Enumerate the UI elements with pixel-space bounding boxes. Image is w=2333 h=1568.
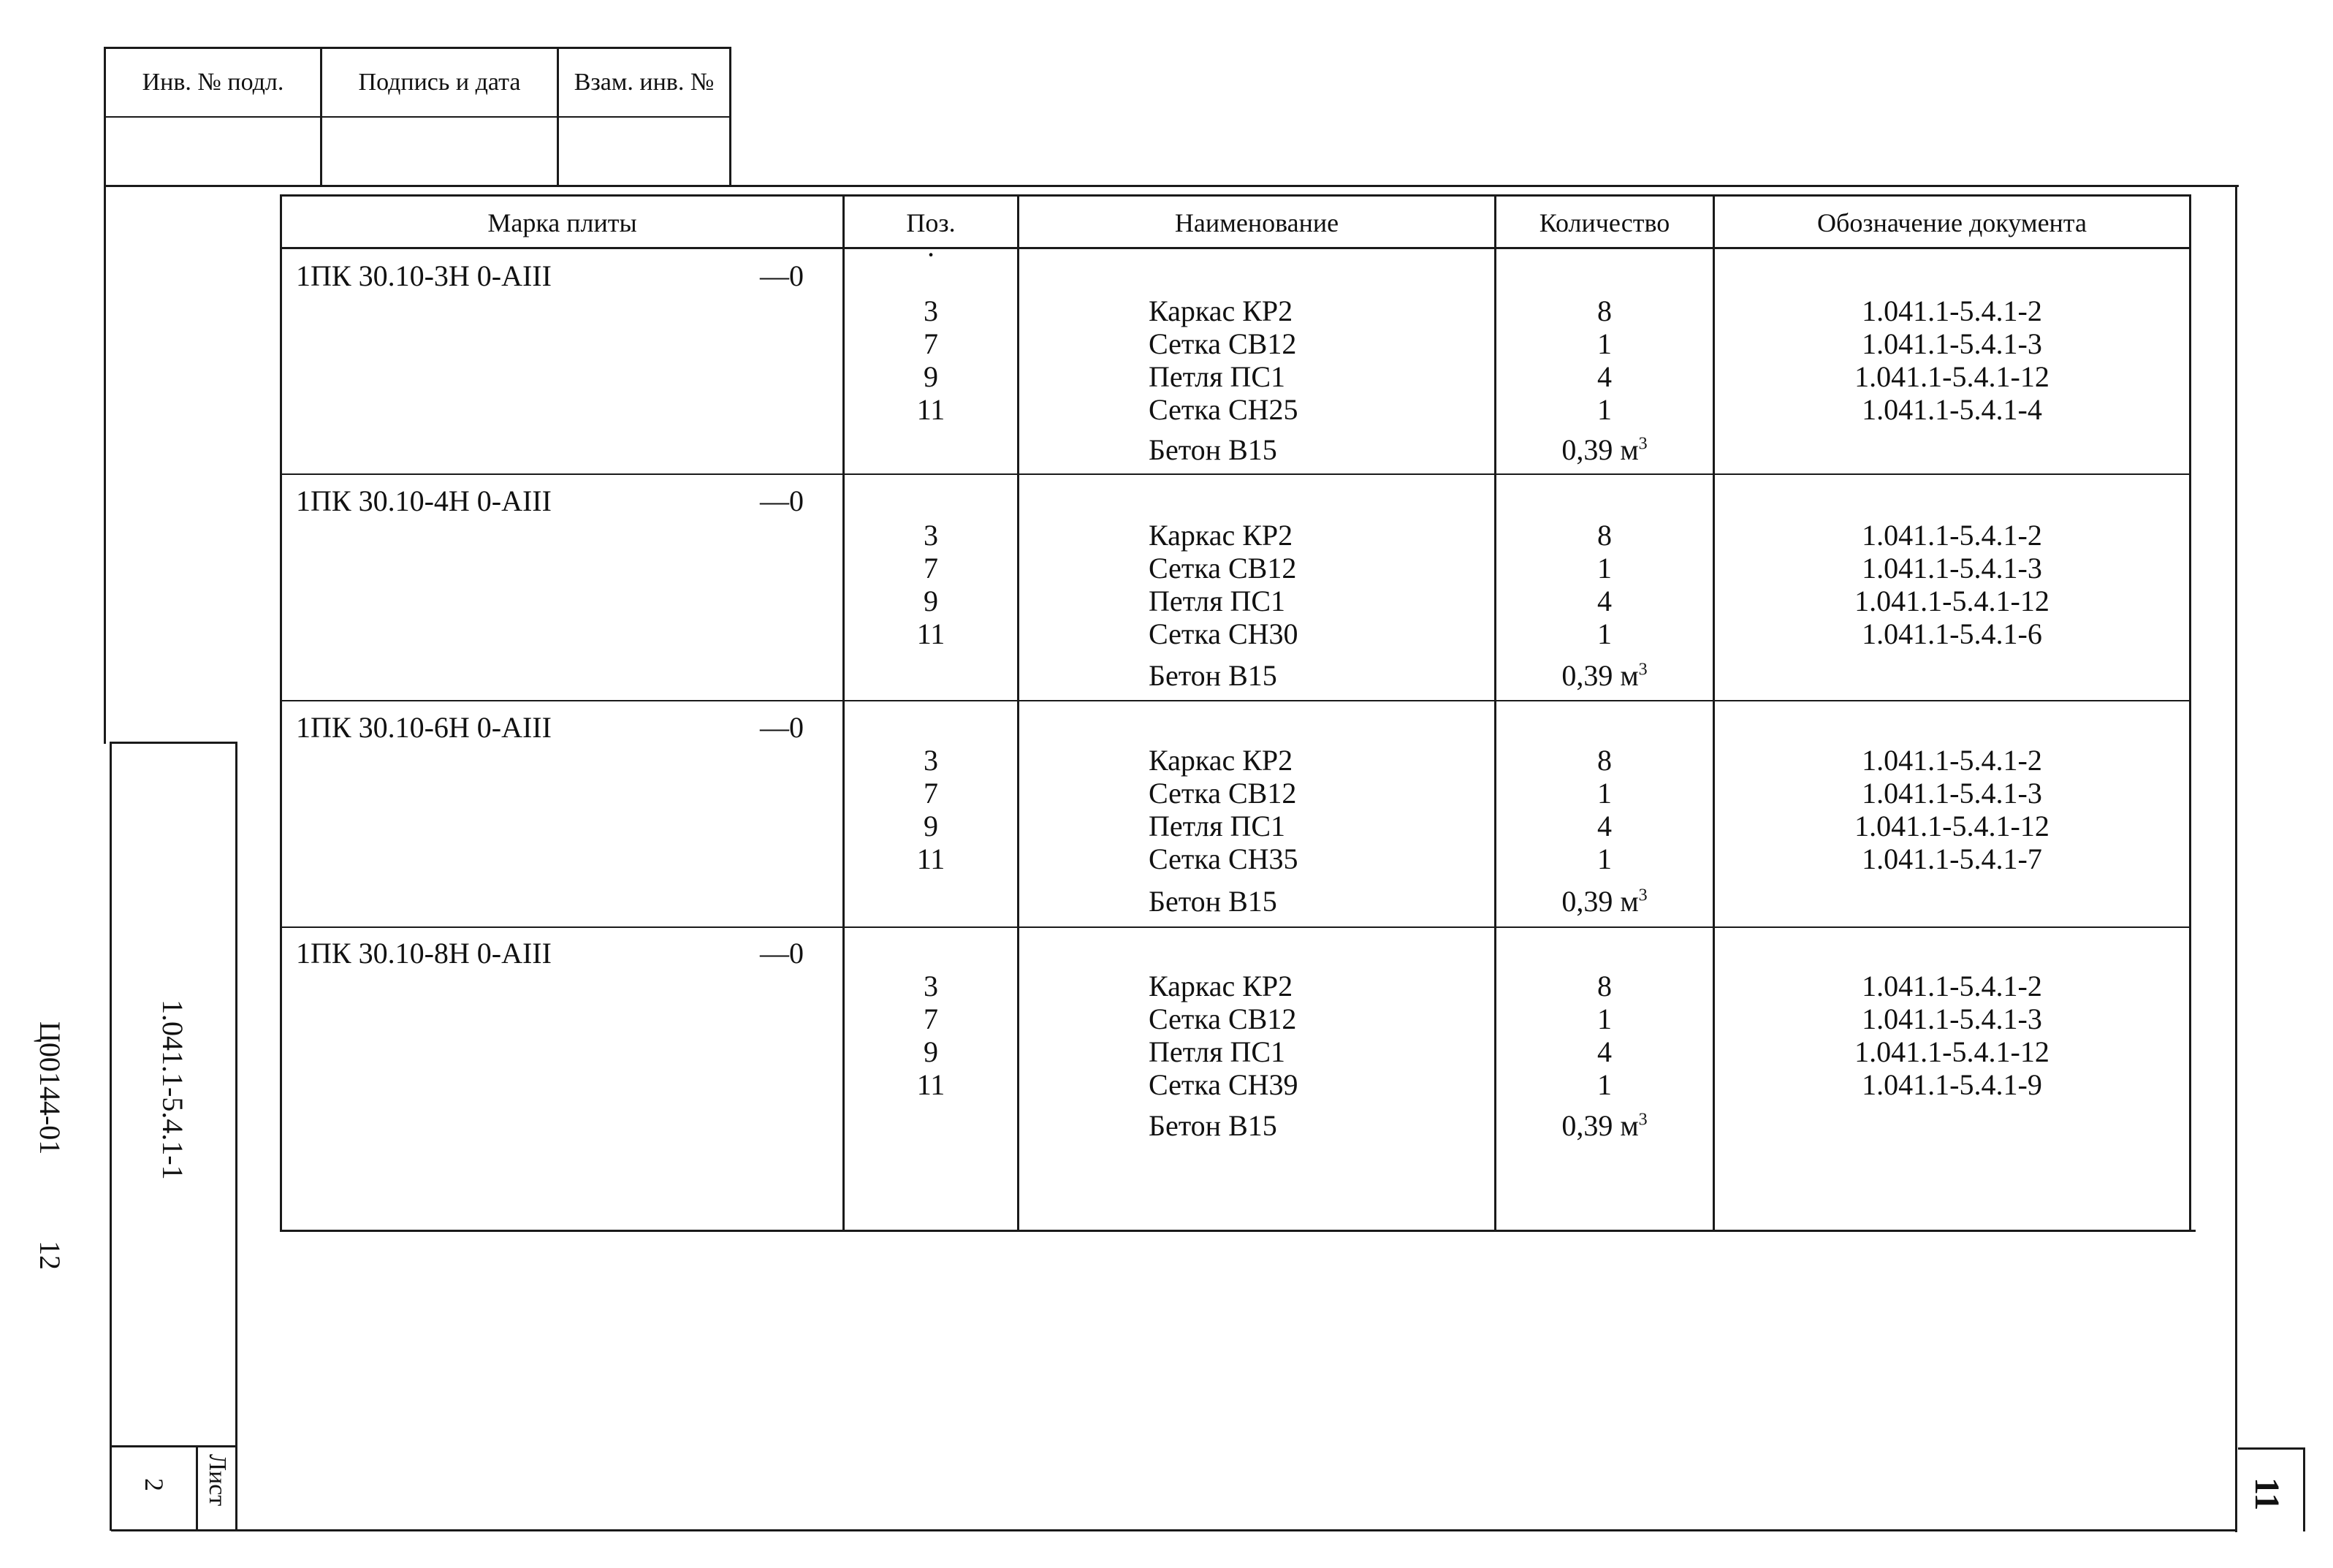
header-pos: Поз. (906, 208, 956, 237)
item-doc: 1.041.1-5.4.1-2 (1862, 970, 2042, 1002)
pos-value: 11 (916, 842, 945, 875)
item-qty: 8 (1597, 744, 1612, 777)
concrete-name: Бетон В15 (1149, 1109, 1277, 1142)
item-doc: 1.041.1-5.4.1-3 (1862, 1002, 2042, 1035)
concrete-qty: 0,39 $м^3$ (1561, 885, 1648, 918)
pos-value: 7 (924, 1002, 938, 1035)
item-name: Каркас КР2 (1149, 519, 1293, 552)
item-name: Сетка СН39 (1149, 1068, 1298, 1101)
item-doc: 1.041.1-5.4.1-2 (1862, 294, 2042, 327)
unit-exponent: 3 (1638, 434, 1648, 454)
item-name: Сетка СВ12 (1149, 327, 1297, 360)
pos-value: 11 (916, 1068, 945, 1101)
concrete-name: Бетон В15 (1149, 433, 1277, 466)
pos-value: 9 (924, 1035, 938, 1068)
item-name: Сетка СВ12 (1149, 552, 1297, 585)
item-doc: 1.041.1-5.4.1-12 (1854, 585, 2050, 617)
item-qty: 4 (1597, 360, 1612, 393)
pos-value: 7 (924, 777, 938, 810)
unit-exponent: 3 (1638, 886, 1648, 905)
item-qty: 8 (1597, 294, 1612, 327)
item-qty: 8 (1597, 519, 1612, 552)
item-qty: 4 (1597, 1035, 1612, 1068)
item-doc: 1.041.1-5.4.1-12 (1854, 1035, 2050, 1068)
item-name: Сетка СВ12 (1149, 1002, 1297, 1035)
pos-dot: · (926, 238, 936, 271)
doc-code: 1.041.1-5.4.1-1 (156, 1000, 189, 1180)
item-qty: 8 (1597, 970, 1612, 1002)
stamp-podpis-data: Подпись и дата (358, 69, 521, 96)
plate-mark: 1ПК 30.10-4Н 0-AIII (296, 484, 552, 517)
pos-value: 11 (916, 617, 945, 650)
item-qty: 1 (1597, 327, 1612, 360)
header-mark: Марка плиты (487, 208, 637, 237)
unit-exponent: 3 (1638, 1110, 1648, 1130)
archive-page: 12 (34, 1241, 66, 1270)
plate-mark: 1ПК 30.10-8Н 0-AIII (296, 937, 552, 970)
item-doc: 1.041.1-5.4.1-12 (1854, 360, 2050, 393)
item-qty: 1 (1597, 1068, 1612, 1101)
item-qty: 1 (1597, 842, 1612, 875)
item-name: Сетка СН25 (1149, 393, 1298, 426)
item-qty: 1 (1597, 393, 1612, 426)
item-doc: 1.041.1-5.4.1-2 (1862, 744, 2042, 777)
header-name: Наименование (1174, 208, 1339, 237)
item-name: Сетка СВ12 (1149, 777, 1297, 810)
page-number: 11 (2248, 1477, 2286, 1511)
item-name: Сетка СН35 (1149, 842, 1298, 875)
archive-code: Ц00144-01 (34, 1021, 66, 1155)
item-name: Петля ПС1 (1149, 1035, 1286, 1068)
item-qty: 4 (1597, 810, 1612, 842)
stamp-inv-podl: Инв. № подл. (142, 69, 284, 96)
concrete-name: Бетон В15 (1149, 885, 1277, 918)
pos-value: 11 (916, 393, 945, 426)
concrete-name: Бетон В15 (1149, 659, 1277, 692)
pos-value: 9 (924, 585, 938, 617)
item-name: Сетка СН30 (1149, 617, 1298, 650)
item-doc: 1.041.1-5.4.1-2 (1862, 519, 2042, 552)
item-doc: 1.041.1-5.4.1-3 (1862, 327, 2042, 360)
pos-value: 3 (924, 970, 938, 1002)
item-doc: 1.041.1-5.4.1-3 (1862, 552, 2042, 585)
concrete-qty: 0,39 $м^3$ (1561, 433, 1648, 466)
pos-value: 3 (924, 744, 938, 777)
item-qty: 4 (1597, 585, 1612, 617)
concrete-qty: 0,39 $м^3$ (1561, 1109, 1648, 1142)
plate-mark-suffix: —0 (760, 484, 804, 517)
item-name: Каркас КР2 (1149, 744, 1293, 777)
plate-mark-suffix: —0 (760, 259, 804, 292)
plate-mark: 1ПК 30.10-3Н 0-AIII (296, 259, 552, 292)
item-doc: 1.041.1-5.4.1-9 (1862, 1068, 2042, 1101)
item-name: Петля ПС1 (1149, 360, 1286, 393)
unit-exponent: 3 (1638, 660, 1648, 680)
item-qty: 1 (1597, 552, 1612, 585)
header-qty: Количество (1539, 208, 1670, 237)
plate-mark: 1ПК 30.10-6Н 0-AIII (296, 711, 552, 744)
item-doc: 1.041.1-5.4.1-6 (1862, 617, 2042, 650)
stamp-vzam-inv: Взам. инв. № (574, 69, 715, 96)
item-doc: 1.041.1-5.4.1-7 (1862, 842, 2042, 875)
item-name: Петля ПС1 (1149, 810, 1286, 842)
plate-mark-suffix: —0 (760, 937, 804, 970)
concrete-qty: 0,39 $м^3$ (1561, 659, 1648, 692)
item-name: Каркас КР2 (1149, 970, 1293, 1002)
pos-value: 3 (924, 519, 938, 552)
plate-mark-suffix: —0 (760, 711, 804, 744)
pos-value: 7 (924, 552, 938, 585)
item-qty: 1 (1597, 1002, 1612, 1035)
pos-value: 9 (924, 360, 938, 393)
item-qty: 1 (1597, 777, 1612, 810)
pos-value: 3 (924, 294, 938, 327)
item-doc: 1.041.1-5.4.1-12 (1854, 810, 2050, 842)
item-qty: 1 (1597, 617, 1612, 650)
pos-value: 7 (924, 327, 938, 360)
sheet-number: 2 (140, 1478, 169, 1491)
sheet-label: Лист (204, 1454, 231, 1507)
pos-value: 9 (924, 810, 938, 842)
item-doc: 1.041.1-5.4.1-4 (1862, 393, 2042, 426)
header-doc: Обозначение документа (1817, 208, 2087, 237)
item-doc: 1.041.1-5.4.1-3 (1862, 777, 2042, 810)
item-name: Петля ПС1 (1149, 585, 1286, 617)
item-name: Каркас КР2 (1149, 294, 1293, 327)
